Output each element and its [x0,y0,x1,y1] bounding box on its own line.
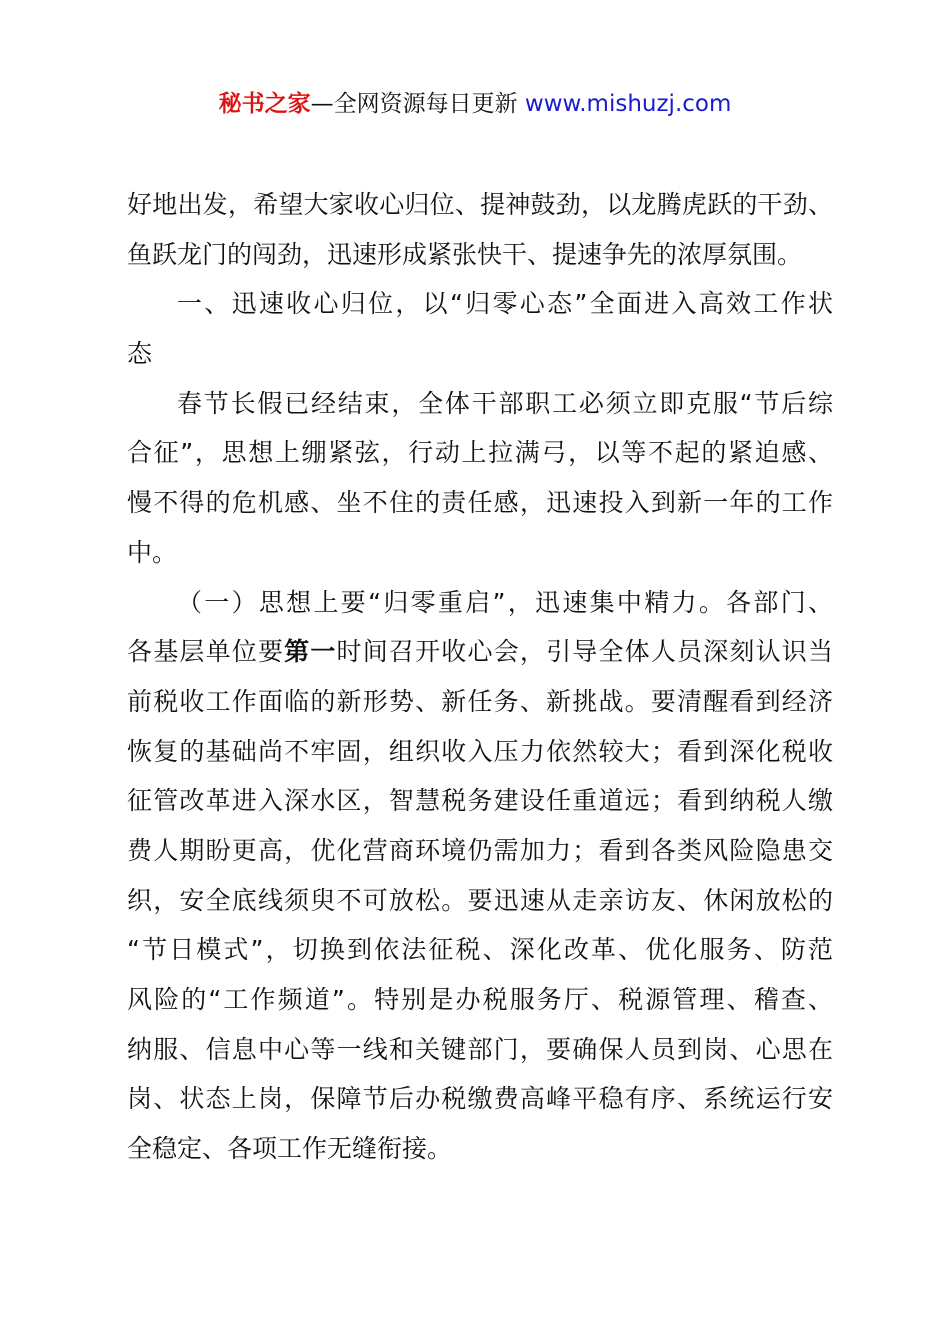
text-segment: 各基层单位要 [127,637,285,667]
brand-name: 秘书之家 [218,91,311,117]
text-line: 恢复的基础尚不牢固，组织收入压力依然较大；看到深化税收 [127,736,833,766]
document-body [127,180,833,1174]
text-line: 慢不得的危机感、坐不住的责任感，迅速投入到新一年的工作 [127,488,833,518]
text-line: 纳服、信息中心等一线和关键部门，要确保人员到岗、心思在 [127,1034,833,1064]
text-line: 中。 [127,537,178,567]
section-heading-line: 态 [127,339,153,369]
site-url[interactable]: www.mishuzj.com [524,91,732,117]
text-line: 岗、状态上岗，保障节后办税缴费高峰平稳有序、系统运行安 [127,1084,833,1114]
text-line: 春节长假已经结束，全体干部职工必须立即克服“节后综 [177,388,833,418]
text-line: 好地出发，希望大家收心归位、提神鼓劲，以龙腾虎跃的干劲、 [127,190,833,219]
text-line: “节日模式”，切换到依法征税、深化改革、优化服务、防范 [127,935,833,965]
text-line: 鱼跃龙门的闯劲，迅速形成紧张快干、提速争先的浓厚氛围。 [127,239,803,269]
text-line: 风险的“工作频道”。特别是办税服务厅、税源管理、稽查、 [127,985,833,1014]
text-line: 前税收工作面临的新形势、新任务、新挑战。要清醒看到经济 [127,686,833,716]
text-line: 合征”，思想上绷紧弦，行动上拉满弓，以等不起的紧迫感、 [127,438,833,468]
text-line: 全稳定、各项工作无缝衔接。 [127,1134,453,1164]
bold-text-segment: 第一 [284,637,337,667]
text-line: 征管改革进入深水区，智慧税务建设任重道远；看到纳税人缴 [127,786,833,816]
text-line: 织，安全底线须臾不可放松。要迅速从走亲访友、休闲放松的 [127,885,833,915]
header-tagline: —全网资源每日更新 [310,91,525,117]
text-line: 费人期盼更高，优化营商环境仍需加力；看到各类风险隐患交 [127,835,833,865]
subsection-heading-line: （一）思想上要“归零重启”，迅速集中精力。各部门、 [177,587,833,617]
section-heading-line: 一、迅速收心归位，以“归零心态”全面进入高效工作状 [177,289,833,319]
text-segment: 时间召开收心会，引导全体人员深刻认识当 [336,637,833,667]
text-line [127,627,833,677]
document-header [0,86,950,122]
